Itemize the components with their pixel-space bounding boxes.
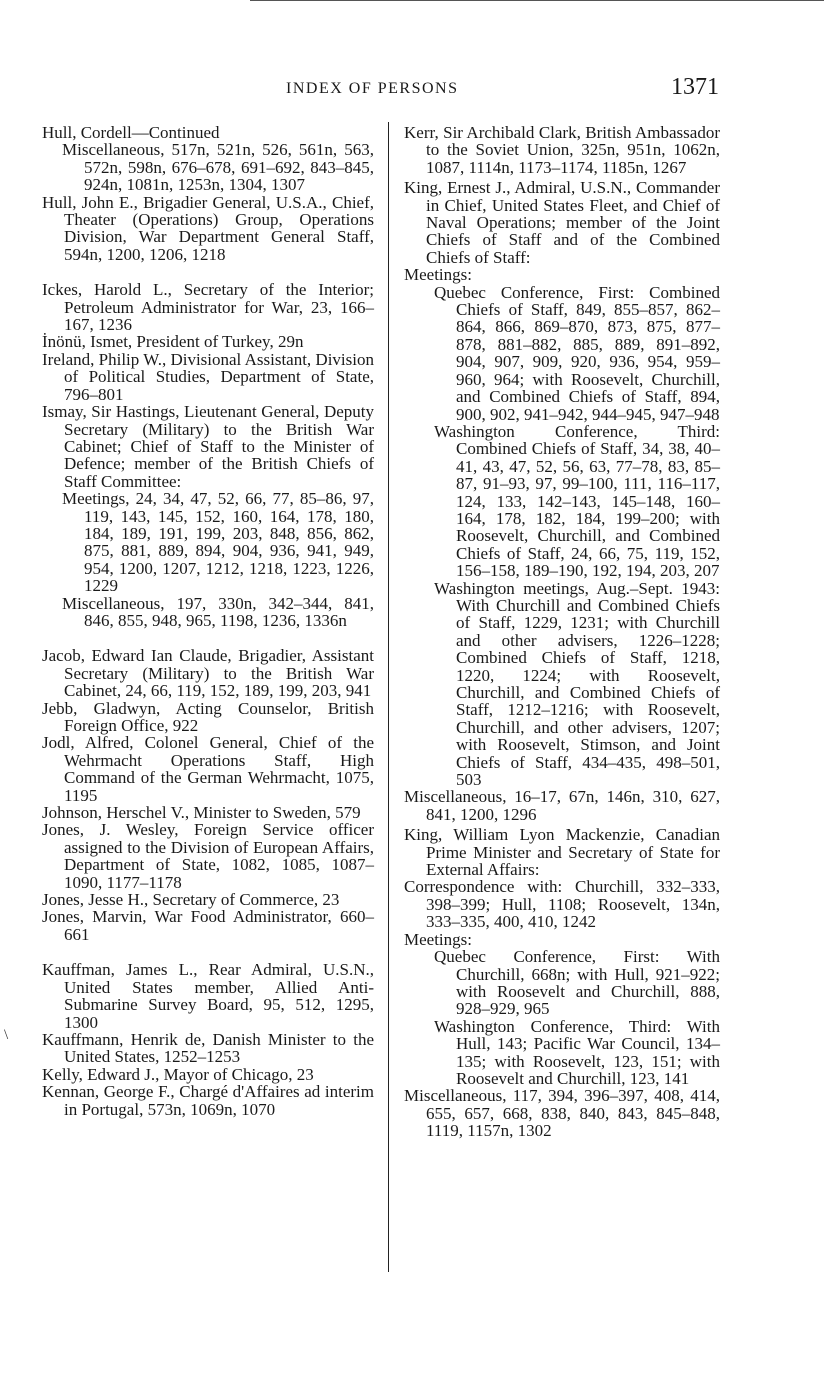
page-number: 1371 bbox=[671, 74, 719, 100]
index-subentry: Washington Conference, Third: Combined Chiefs of Staff, 34, 38, 40–41, 43, 47, 52, 56, 63, 77–78, 83, 85–87, 91–93, 97, 99–100, 111, 116–117, 124, 133, 142–143, 145–148, 160–164, 178, 182, 184, 199–200; with Roosevelt, Churchill, and Combined Chiefs of Staff, 24, 66, 75, 119, 152, 156–158, 189–190, 192, 194, 203, 207 bbox=[434, 421, 720, 581]
index-entry: Kauffman, James L., Rear Admiral, U.S.N., United States member, Allied Anti-Submarine Survey Board, 95, 512, 1295, 1300 bbox=[42, 960, 374, 1032]
index-subheading: Meetings: bbox=[404, 265, 472, 285]
index-subentry: Washington meetings, Aug.–Sept. 1943: With Churchill and Combined Chiefs of Staff, 1229, 1231; with Churchill and other advisers, 1226–1228; Combined Chiefs of Staff, 1218, 1220, 1224; with Roosevelt, Churchill, and Combined Chiefs of Staff, 1212–1216; with Roosevelt, Churchill, and other advisers, 1207; with Roosevelt, Stimson, and Joint Chiefs of Staff, 434–435, 498–501, 503 bbox=[434, 578, 720, 790]
index-entry: Johnson, Herschel V., Minister to Sweden, 579 bbox=[42, 803, 361, 823]
index-subheading: Meetings: bbox=[404, 929, 472, 949]
index-entry: Hull, John E., Brigadier General, U.S.A., Chief, Theater (Operations) Group, Operations Division, War Department General Staff, 594n, 1200, 1206, 1218 bbox=[42, 192, 374, 264]
left-column bbox=[42, 124, 374, 1118]
index-entry: Ismay, Sir Hastings, Lieutenant General, Deputy Secretary (Military) to the British War Cabinet; Chief of Staff to the Minister of Defence; member of the British Chiefs of Staff Committee: bbox=[42, 402, 374, 491]
index-entry: Jacob, Edward Ian Claude, Brigadier, Assistant Secretary (Military) to the British War Cabinet, 24, 66, 119, 152, 189, 199, 203, 941 bbox=[42, 646, 374, 701]
index-entry: Jebb, Gladwyn, Acting Counselor, British Foreign Office, 922 bbox=[42, 698, 374, 735]
column-divider bbox=[388, 122, 389, 1272]
index-entry: Ireland, Philip W., Divisional Assistant, Division of Political Studies, Department of State, 796–801 bbox=[42, 349, 374, 404]
index-entry: Jones, Marvin, War Food Administrator, 660–661 bbox=[42, 907, 374, 944]
index-entry: Kennan, George F., Chargé d'Affaires ad interim in Portugal, 573n, 1069n, 1070 bbox=[42, 1082, 374, 1119]
right-column bbox=[404, 124, 720, 1140]
index-subentry: Quebec Conference, First: Combined Chiefs of Staff, 849, 855–857, 862–864, 866, 869–870, 873, 875, 877–878, 881–882, 885, 889, 891–892, 904, 907, 909, 920, 936, 954, 959–960, 964; with Roosevelt, Churchill, and Combined Chiefs of Staff, 894, 900, 902, 941–942, 944–945, 947–948 bbox=[434, 282, 720, 424]
index-entry: King, Ernest J., Admiral, U.S.N., Commander in Chief, United States Fleet, and Chief of Naval Operations; member of the Joint Chiefs of Staff and of the Combined Chiefs of Staff: bbox=[404, 178, 720, 267]
index-entry: Ickes, Harold L., Secretary of the Interior; Petroleum Administrator for War, 23, 166–167, 1236 bbox=[42, 280, 374, 335]
top-rule bbox=[250, 0, 824, 1]
index-entry: Jones, J. Wesley, Foreign Service officer assigned to the Division of European Affairs, Department of State, 1082, 1085, 1087–1090, 1177–1178 bbox=[42, 820, 374, 892]
index-entry: Kauffmann, Henrik de, Danish Minister to the United States, 1252–1253 bbox=[42, 1029, 374, 1067]
index-entry: Jones, Jesse H., Secretary of Commerce, 23 bbox=[42, 890, 340, 910]
index-subentry: Meetings, 24, 34, 47, 52, 66, 77, 85–86, 97, 119, 143, 145, 152, 160, 164, 178, 180, 184, 189, 191, 199, 203, 848, 856, 862, 875, 881, 889, 894, 904, 936, 941, 949, 954, 1200, 1207, 1212, 1218, 1223, 1226, 1229 bbox=[62, 489, 374, 596]
index-entry: Jodl, Alfred, Colonel General, Chief of the Wehrmacht Operations Staff, High Command of the German Wehrmacht, 1075, 1195 bbox=[42, 733, 374, 805]
index-entry: Hull, Cordell—Continued bbox=[42, 123, 220, 142]
index-entry: King, William Lyon Mackenzie, Canadian Prime Minister and Secretary of State for External Affairs: bbox=[404, 825, 720, 880]
running-head: INDEX OF PERSONS bbox=[286, 80, 459, 97]
index-subentry: Miscellaneous, 117, 394, 396–397, 408, 414, 655, 657, 668, 838, 840, 843, 845–848, 1119, 1157n, 1302 bbox=[404, 1086, 720, 1141]
index-entry: Kerr, Sir Archibald Clark, British Ambassador to the Soviet Union, 325n, 951n, 1062n, 1087, 1114n, 1173–1174, 1185n, 1267 bbox=[404, 123, 720, 177]
index-subentry: Correspondence with: Churchill, 332–333, 398–399; Hull, 1108; Roosevelt, 134n, 333–335, 400, 410, 1242 bbox=[404, 877, 720, 932]
index-subentry: Washington Conference, Third: With Hull, 143; Pacific War Council, 134–135; with Roosevelt, 123, 151; with Roosevelt and Churchill, 123, 141 bbox=[434, 1016, 720, 1088]
index-entry: İnönü, Ismet, President of Turkey, 29n bbox=[42, 332, 304, 352]
index-subentry: Quebec Conference, First: With Churchill, 668n; with Hull, 921–922; with Roosevelt and Churchill, 888, 928–929, 965 bbox=[434, 947, 720, 1019]
index-entry: Kelly, Edward J., Mayor of Chicago, 23 bbox=[42, 1064, 314, 1084]
stray-mark: \ bbox=[4, 1027, 9, 1043]
index-subentry: Miscellaneous, 517n, 521n, 526, 561n, 563, 572n, 598n, 676–678, 691–692, 843–845, 924n, 1081n, 1253n, 1304, 1307 bbox=[62, 140, 374, 195]
index-subentry: Miscellaneous, 197, 330n, 342–344, 841, 846, 855, 948, 965, 1198, 1236, 1336n bbox=[62, 593, 374, 630]
index-subentry: Miscellaneous, 16–17, 67n, 146n, 310, 627, 841, 1200, 1296 bbox=[404, 787, 720, 824]
